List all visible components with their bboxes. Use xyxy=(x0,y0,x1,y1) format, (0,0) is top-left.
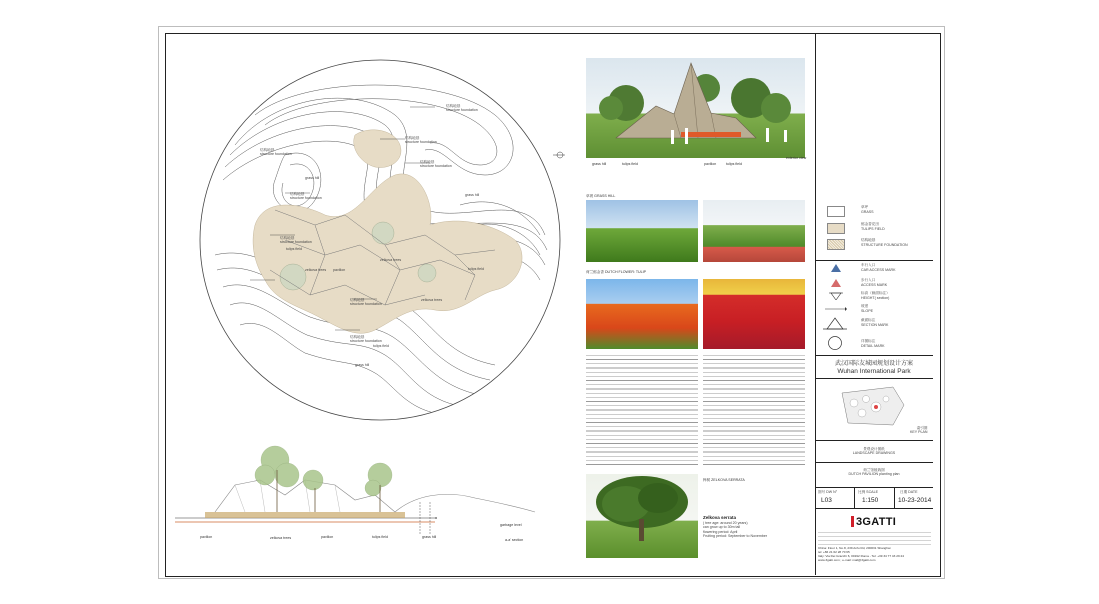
legend-access: 步行入口 ACCESS MARK xyxy=(817,278,933,290)
grass-hill-title: 草坡 GRASS HILL xyxy=(586,194,616,198)
legend-height: 标高（截面标注） HEIGHT( section) xyxy=(817,291,933,303)
key-plan-label: 索引图 KEY PLAN xyxy=(910,426,928,435)
logo-mark-icon xyxy=(851,516,854,527)
plan-label: 结构地基 structure foundation xyxy=(350,335,382,344)
exterior-label: tulips field xyxy=(622,162,638,166)
plan-label-tulips: tulips field xyxy=(286,247,302,251)
zelkova-tree-canopy xyxy=(280,264,306,290)
grass-hill-photo-2 xyxy=(703,200,805,262)
firm-address-cn xyxy=(818,530,931,546)
tree-info: ( tree age: around 20 years) can grow up to 30m tall flowering period: April Fruiting period: September to November xyxy=(703,521,768,539)
title-block-divider xyxy=(815,33,816,575)
exterior-label: grass hill xyxy=(592,162,607,166)
key-plan xyxy=(838,385,906,427)
zelkova-tree-canopy xyxy=(418,264,436,282)
tulip-description xyxy=(586,353,698,468)
legend-car-access: 车行入口 CAR ACCESS MARK xyxy=(817,263,933,275)
scale-label: 比例 SCALE xyxy=(858,490,878,494)
exterior-view-photo xyxy=(586,58,805,158)
section-label: tulips field xyxy=(372,535,388,539)
plan-label-tulips: tulips field xyxy=(468,267,484,271)
section-title: a-a' section xyxy=(505,538,524,542)
section-mark-icon xyxy=(823,317,847,331)
car-access-icon xyxy=(831,264,841,272)
plan-label: 结构地基 structure foundation xyxy=(280,236,312,245)
plan-label-grass-hill: grass hill xyxy=(355,363,370,367)
tulip-title: 荷兰郁金香 DUTCH FLOWER: TULIP xyxy=(586,270,647,274)
legend-foundation: 结构地基 STRUCTURE FOUNDATION xyxy=(817,238,933,250)
tree-title: 榉树 ZELKOVA SERRATA xyxy=(703,478,745,482)
plan-label: 结构地基 structure foundation xyxy=(446,104,478,113)
drawing-date: 10-23-2014 xyxy=(898,497,932,504)
plan-label: 结构地基 structure foundation xyxy=(290,192,322,201)
exterior-label: pavilion xyxy=(704,162,717,166)
sheet-title: 荷兰馆植栽图 DUTCH PAVILION planting plan xyxy=(848,468,900,477)
drawing-scale: 1:150 xyxy=(862,497,879,504)
firm-contact: China: Floor 1, No.8, 239 Anfu Rd, 200031 Shanghai tel: +86 21 62 28 70 65 Italy: Via Dei Gracchi 6, 00192 Roma - Tel: +39 34 77 43 29 24 www.3gatti.com ; e-mail: mail@3gatti.com xyxy=(818,546,904,562)
plan-label-pavilion: pavilion xyxy=(333,268,346,272)
section-label: pavilion xyxy=(321,535,334,539)
num-label: 图号 DW N° xyxy=(818,490,838,494)
zelkova-tree-canopy xyxy=(372,222,394,244)
drawing-number: L03 xyxy=(821,497,832,504)
tulip-photo-1 xyxy=(586,279,698,349)
legend-grass: 草坪 GRASS xyxy=(817,205,933,217)
plan-label: 结构地基 structure foundation xyxy=(405,136,437,145)
plan-label-grass-hill: grass hill xyxy=(465,193,480,197)
site-plan-drawing xyxy=(195,55,565,425)
detail-mark-icon xyxy=(827,335,843,351)
plan-label: 结构地基 structure foundation xyxy=(260,148,292,157)
legend-section: 截面标注 SECTION MARK xyxy=(817,317,933,331)
section-label: grass hill xyxy=(422,535,437,539)
plan-label: 结构地基 structure foundation xyxy=(350,298,382,307)
legend-tulips: 郁金香花田 TULIPS FIELD xyxy=(817,222,933,234)
date-label: 日期 DATE xyxy=(900,490,918,494)
tulip-photo-2 xyxy=(703,279,805,349)
drawing-type: 景观设计图纸 LANDSCAPE DRAWINGS xyxy=(852,447,896,456)
plan-label-zelkova: zelkova trees xyxy=(380,258,402,262)
slope-arrow-icon xyxy=(825,307,847,311)
plan-label-zelkova: zelkova trees xyxy=(421,298,443,302)
plan-label-grass-hill: grass hill xyxy=(305,176,320,180)
section-label: zelkova trees xyxy=(270,536,292,540)
firm-logo: 3GATTI xyxy=(851,513,896,531)
plan-label-zelkova: zelkova trees xyxy=(305,268,327,272)
exterior-caption: exterior view xyxy=(786,156,807,160)
project-title: 武汉国际友城园规划设计方案 Wuhan International Park xyxy=(834,361,913,375)
exterior-label: tulips field xyxy=(726,162,742,166)
height-mark-icon xyxy=(829,292,843,300)
section-garbage-level: garbage level xyxy=(500,523,522,527)
access-mark-icon xyxy=(831,279,841,287)
plan-label: 结构地基 structure foundation xyxy=(420,160,452,169)
grass-hill-photo-1 xyxy=(586,200,698,262)
legend-slope: 坡度 SLOPE xyxy=(817,304,933,316)
tree-name: Zelkova serrata xyxy=(703,515,737,520)
section-label: pavilion xyxy=(200,535,213,539)
zelkova-tree-photo xyxy=(586,474,698,558)
legend-detail: 详图标注 DETAIL MARK xyxy=(817,335,933,351)
plan-label-tulips: tulips field xyxy=(373,344,389,348)
tulip-description-cn xyxy=(703,353,805,468)
